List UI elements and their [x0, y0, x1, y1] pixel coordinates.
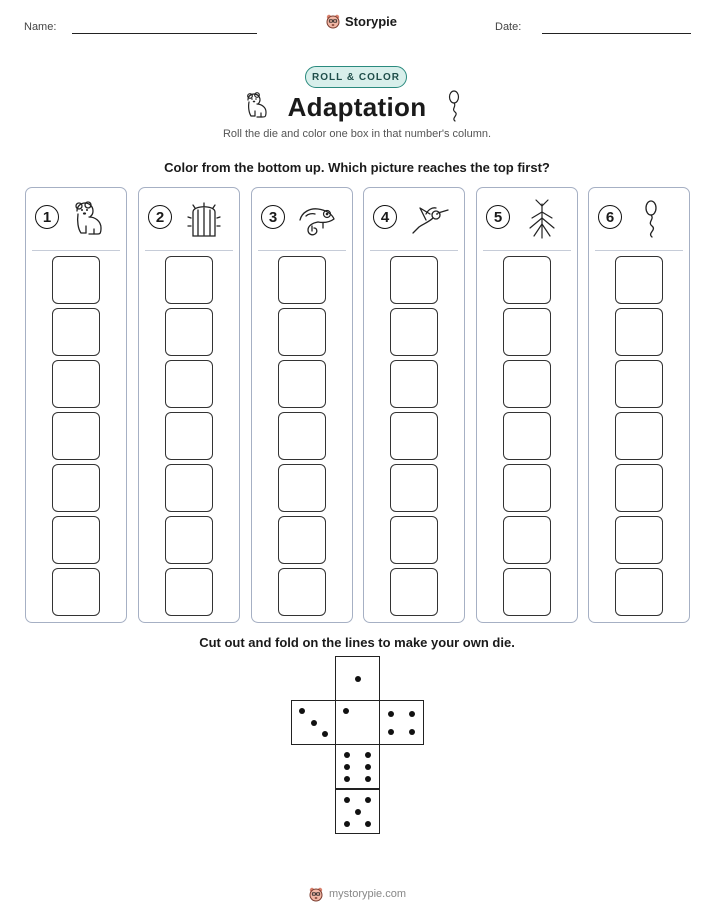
die-pip [388, 711, 394, 717]
die-face-three [291, 700, 336, 745]
color-box[interactable] [615, 308, 663, 356]
color-box[interactable] [278, 256, 326, 304]
color-box[interactable] [165, 516, 213, 564]
column-divider [145, 250, 233, 251]
die-pip [311, 720, 317, 726]
color-box[interactable] [52, 360, 100, 408]
column-number: 6 [598, 205, 622, 229]
column-number: 5 [486, 205, 510, 229]
cactus-icon [183, 198, 225, 240]
color-box[interactable] [278, 464, 326, 512]
color-box[interactable] [52, 308, 100, 356]
subtitle: Roll the die and color one box in that number's column. [222, 128, 492, 140]
color-box[interactable] [615, 412, 663, 460]
date-label: Date: [495, 21, 522, 33]
page-title: Adaptation [287, 92, 427, 122]
activity-badge: ROLL & COLOR [305, 66, 407, 88]
sperm-cell-icon [633, 198, 675, 240]
die-pip [344, 764, 350, 770]
color-box[interactable] [615, 516, 663, 564]
die-face-six [335, 744, 380, 789]
column-6 [588, 187, 690, 623]
color-box[interactable] [503, 516, 551, 564]
color-box[interactable] [390, 516, 438, 564]
column-number: 4 [373, 205, 397, 229]
color-box[interactable] [165, 360, 213, 408]
die-pip [388, 729, 394, 735]
color-box[interactable] [615, 256, 663, 304]
color-box[interactable] [165, 256, 213, 304]
color-box[interactable] [503, 412, 551, 460]
color-box[interactable] [503, 308, 551, 356]
storypie-mascot-icon [325, 13, 341, 29]
column-4 [363, 187, 465, 623]
color-box[interactable] [165, 568, 213, 616]
die-pip [365, 821, 371, 827]
die-face-one [335, 700, 380, 745]
color-box[interactable] [390, 360, 438, 408]
die-pip [344, 776, 350, 782]
die-pip [322, 731, 328, 737]
color-box[interactable] [278, 360, 326, 408]
color-box[interactable] [390, 308, 438, 356]
die-instruction: Cut out and fold on the lines to make your own die. [199, 635, 515, 650]
color-box[interactable] [615, 568, 663, 616]
color-box[interactable] [390, 256, 438, 304]
die-face-five [335, 789, 380, 834]
column-number: 3 [261, 205, 285, 229]
color-box[interactable] [52, 568, 100, 616]
die-pip [299, 708, 305, 714]
die-pip [365, 797, 371, 803]
column-number: 2 [148, 205, 172, 229]
name-line[interactable] [72, 33, 257, 34]
color-box[interactable] [503, 568, 551, 616]
sperm-cell-icon [446, 90, 466, 124]
die-face-one [335, 656, 380, 701]
column-divider [483, 250, 571, 251]
color-box[interactable] [52, 516, 100, 564]
color-box[interactable] [278, 308, 326, 356]
column-1 [25, 187, 127, 623]
polar-bear-icon [70, 198, 112, 240]
die-pip [365, 752, 371, 758]
color-box[interactable] [503, 360, 551, 408]
die-pip [355, 809, 361, 815]
die-pip [409, 729, 415, 735]
color-box[interactable] [165, 464, 213, 512]
color-box[interactable] [390, 464, 438, 512]
storypie-mascot-icon [308, 886, 324, 902]
color-box[interactable] [52, 412, 100, 460]
color-box[interactable] [52, 256, 100, 304]
stick-insect-icon [521, 198, 563, 240]
date-line[interactable] [542, 33, 691, 34]
color-box[interactable] [165, 308, 213, 356]
instruction-text: Color from the bottom up. Which picture reaches the top first? [164, 160, 550, 175]
color-box[interactable] [52, 464, 100, 512]
name-label: Name: [24, 21, 57, 33]
die-pip [344, 752, 350, 758]
color-box[interactable] [615, 360, 663, 408]
column-number: 1 [35, 205, 59, 229]
color-box[interactable] [390, 568, 438, 616]
color-box[interactable] [503, 256, 551, 304]
brand-name: Storypie [345, 13, 398, 29]
die-pip [365, 776, 371, 782]
color-box[interactable] [278, 568, 326, 616]
die-pip [409, 711, 415, 717]
brand-logo [325, 13, 397, 29]
footer [0, 886, 714, 902]
column-2 [138, 187, 240, 623]
column-divider [258, 250, 346, 251]
die-pip [365, 764, 371, 770]
color-box[interactable] [503, 464, 551, 512]
footer-url[interactable]: mystorypie.com [328, 888, 407, 900]
color-box[interactable] [390, 412, 438, 460]
die-pip [355, 676, 361, 682]
hummingbird-icon [408, 198, 450, 240]
color-box[interactable] [278, 516, 326, 564]
column-divider [370, 250, 458, 251]
column-5 [476, 187, 578, 623]
die-face-four [379, 700, 424, 745]
column-divider [32, 250, 120, 251]
die-pip [344, 797, 350, 803]
color-box[interactable] [165, 412, 213, 460]
color-box[interactable] [278, 412, 326, 460]
chameleon-icon [296, 198, 338, 240]
color-box[interactable] [615, 464, 663, 512]
die-pip [344, 821, 350, 827]
column-3 [251, 187, 353, 623]
column-divider [595, 250, 683, 251]
die-pip [343, 708, 349, 714]
